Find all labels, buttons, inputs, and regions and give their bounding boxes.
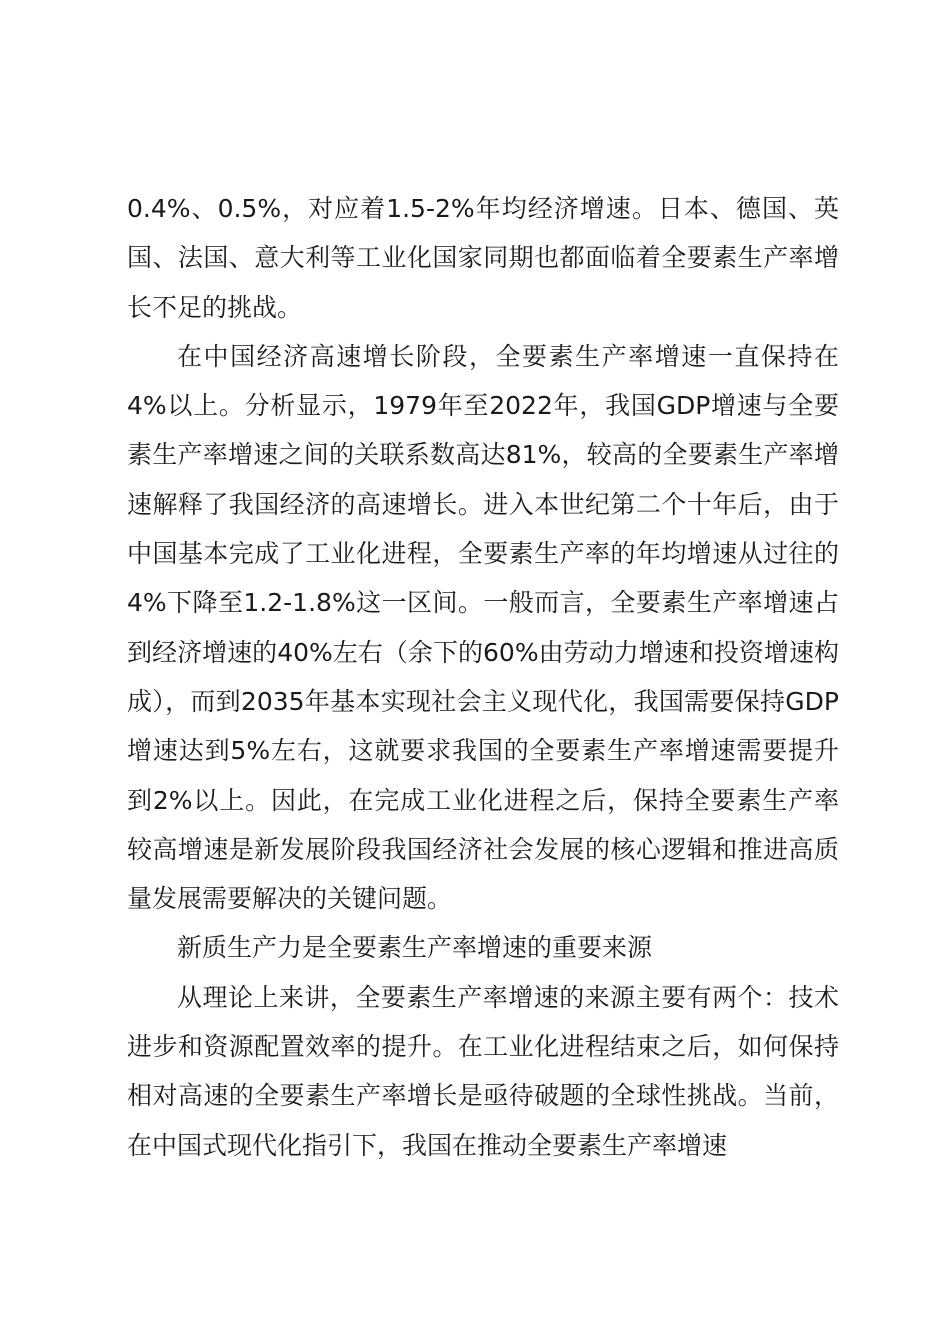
paragraph-2: 在中国经济高速增长阶段，全要素生产率增速一直保持在4%以上。分析显示，1979年至2022年，我国GDP增速与全要素生产率增速之间的关联系数高达81%，较高的全要素生产率增速解释了我国经济的高速增长。进入本世纪第二个十年后，由于中国基本完成了工业化进程，全要素生产率的年均增速从过往的4%下降至1.2-1.8%这一区间。一般而言，全要素生产率增速占到经济增速的40%左右（余下的60%由劳动力增速和投资增速构成），而到2035年基本实现社会主义现代化，我国需要保持GDP增速达到5%左右，这就要求我国的全要素生产率增速需要提升到2%以上。因此，在完成工业化进程之后，保持全要素生产率较高增速是新发展阶段我国经济社会发展的核心逻辑和推进高质量发展需要解决的关键问题。: [127, 341, 839, 914]
document-body: [127, 184, 839, 1170]
paragraph-3: 从理论上来讲，全要素生产率增速的来源主要有两个：技术进步和资源配置效率的提升。在工业化进程结束之后，如何保持相对高速的全要素生产率增长是亟待破题的全球性挑战。当前，在中国式现代化指引下，我国在推动全要素生产率增速: [127, 982, 839, 1160]
paragraph-1: 0.4%、0.5%，对应着1.5-2%年均经济增速。日本、德国、英国、法国、意大利等工业化国家同期也都面临着全要素生产率增长不足的挑战。: [127, 194, 839, 322]
section-heading: 新质生产力是全要素生产率增速的重要来源: [177, 933, 653, 963]
